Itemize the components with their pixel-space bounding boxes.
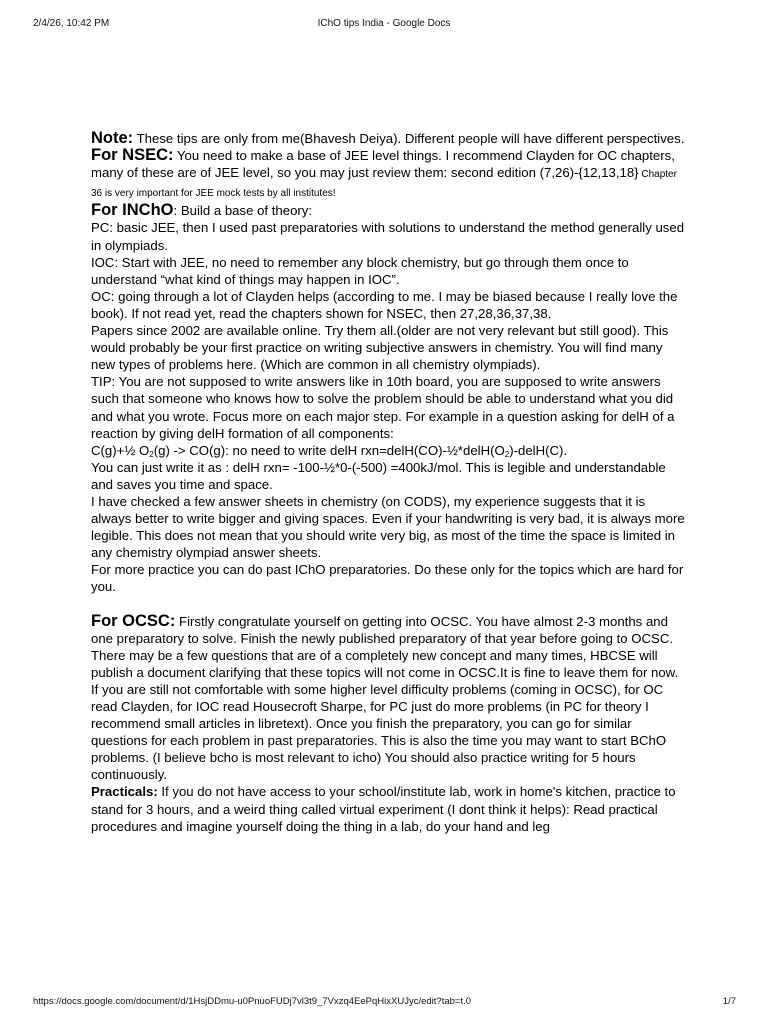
equation-part-c: )-delH(C).	[509, 442, 568, 458]
incho-oc: OC: going through a lot of Clayden helps (according to me. I may be biased because I really love the book). If not read yet, read the chapters shown for NSEC, then 27,28,36,37,38.	[91, 288, 678, 321]
incho-more-practice: For more practice you can do past IChO preparatories. Do these only for the topics which are hard for you.	[91, 562, 684, 595]
nsec-heading: For NSEC:	[91, 146, 174, 165]
ocsc-text: Firstly congratulate yourself on getting into OCSC. You have almost 2-3 months and one preparatory to solve. Finish the newly published preparatory of that year before going to OCSC. There may be a few questions that are of a completely new concept and many times, HBCSE will publish a document clarifying that these topics will not come in OCSC.It is fine to leave them for now. If you are still not comfortable with some higher level difficulty problems (coming in OCSC), for OC read Clayden, for IOC read Housecroft Sharpe, for PC just do more problems (in PC for theory I recommend small articles in libretext). Once you finish the preparatory, you can go for similar questions for each problem in past preparatories. This is also the time you may want to start BChO problems. (I believe bcho is most relevant to icho) You should also practice writing for 5 hours continuously.	[91, 613, 679, 783]
note-text: These tips are only from me(Bhavesh Deiya). Different people will have different perspectives.	[133, 131, 685, 146]
incho-ioc: IOC: Start with JEE, no need to remember any block chemistry, but go through them once to understand “what kind of things may happen in IOC”.	[91, 254, 629, 287]
page-number: 1/7	[722, 996, 736, 1007]
incho-pc: PC: basic JEE, then I used past preparatories with solutions to understand the method generally used in olympiads.	[91, 220, 685, 253]
nsec-paragraph	[91, 147, 687, 202]
note-heading: Note:	[91, 129, 134, 147]
document-body	[91, 130, 687, 835]
incho-heading: For INChO	[91, 201, 174, 220]
incho-equation	[91, 442, 687, 459]
incho-tip: TIP: You are not supposed to write answers like in 10th board, you are supposed to write answers such that someone who knows how to solve the problem should be able to understand what you did and what you wrote. Focus more on each major step. For example in a question asking for delH of a reaction by giving delH formation of all components:	[91, 374, 675, 441]
document-title: IChO tips India - Google Docs	[317, 18, 451, 29]
print-datetime: 2/4/26, 10:42 PM	[33, 18, 110, 29]
ocsc-heading: For OCSC:	[91, 611, 176, 630]
equation-subscript-2: 2	[504, 449, 510, 459]
incho-papers: Papers since 2002 are available online. Try them all.(older are not very relevant but still good). This would probably be your first practice on writing subjective answers in chemistry. You will find many new types of problems here. (Which are common in all chemistry olympiads).	[91, 323, 669, 373]
incho-just-write: You can just write it as : delH rxn= -100-½*0-(-500) =400kJ/mol. This is legible and understandable and saves you time and space.	[91, 459, 666, 492]
equation-part-a: C(g)+½ O	[91, 442, 150, 458]
equation-subscript-1: 2	[149, 449, 154, 459]
equation-part-b: (g) -> CO(g): no need to write delH rxn=delH(CO)-½*delH(O	[153, 442, 505, 458]
incho-paragraph	[91, 202, 687, 219]
incho-text: : Build a base of theory:	[173, 203, 313, 219]
nsec-text: You need to make a base of JEE level things. I recommend Clayden for OC chapters, many of these are of JEE level, so you may just review them: second edition (7,26)-{12,13,18}	[91, 148, 675, 181]
note-paragraph	[91, 130, 687, 147]
practicals-text: If you do not have access to your school/institute lab, work in home's kitchen, practice to stand for 3 hours, and a weird thing called virtual experiment (I dont think it helps): Read practical procedures and imagine yourself doing the thing in a lab, do your hand and leg	[91, 784, 676, 834]
nsec-small-note: Chapter 36 is very important for JEE mock tests by all institutes!	[91, 169, 677, 200]
document-url: https://docs.google.com/document/d/1HsjDDmu-u0PnuoFUDj7vl3t9_7Vxzq4EePqHixXUJyc/edit?tab=t.0	[33, 996, 472, 1007]
practicals-heading: Practicals:	[91, 784, 158, 800]
practicals-paragraph	[91, 783, 687, 834]
paragraph-gap	[91, 596, 687, 613]
incho-answer-sheets: I have checked a few answer sheets in chemistry (on CODS), my experience suggests that it is always better to write bigger and giving spaces. Even if your handwriting is very bad, it is always more legible. This does not mean that you should write very big, as most of the time the space is limited in any chemistry olympiad answer sheets.	[91, 493, 685, 561]
ocsc-paragraph	[91, 613, 687, 784]
